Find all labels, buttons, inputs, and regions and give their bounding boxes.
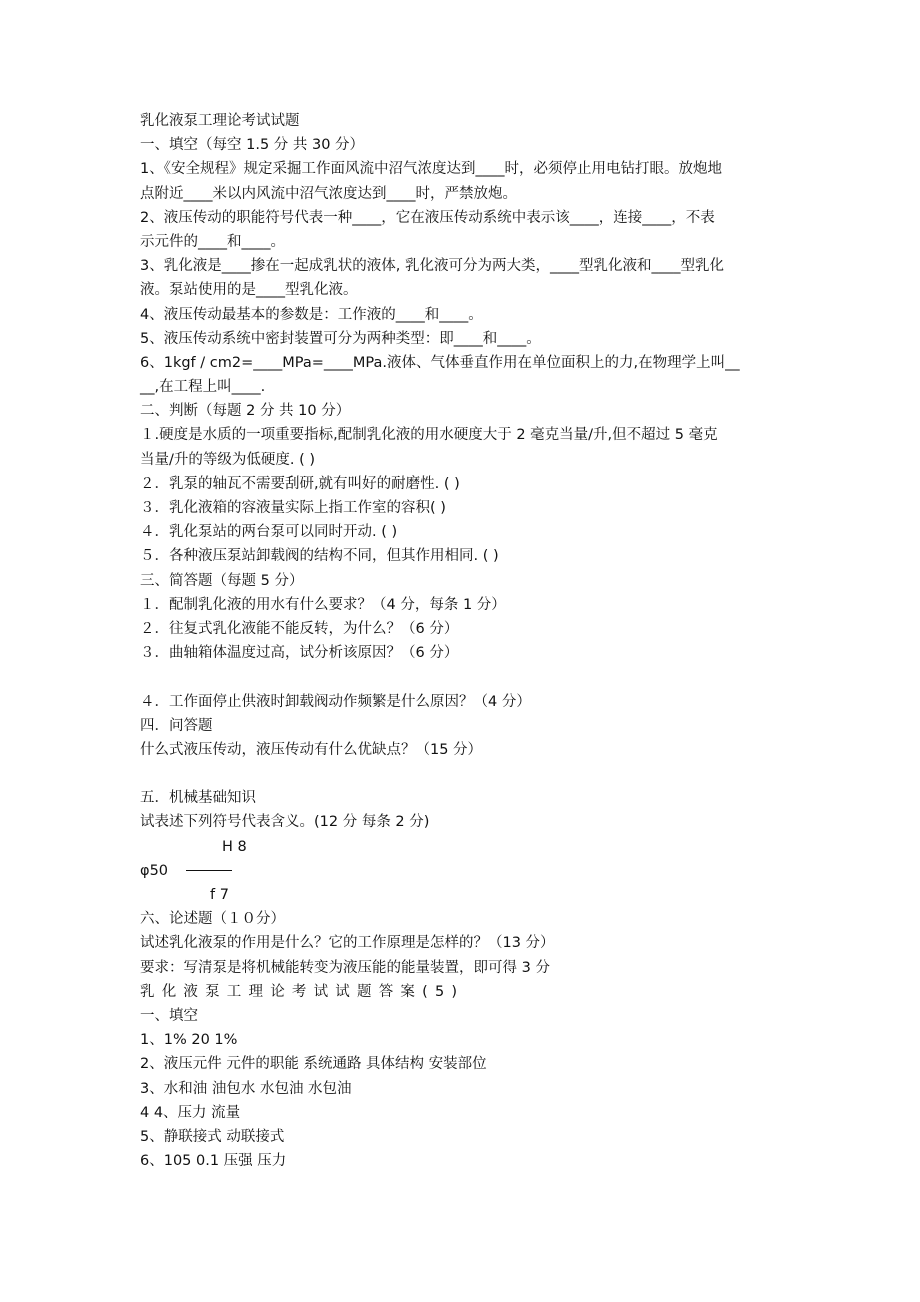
- answers-heading: 乳化液泵工理论考试试题答案(5): [140, 983, 465, 1000]
- short-q2: ２．往复式乳化液能不能反转，为什么？（6 分）: [140, 620, 459, 637]
- short-q1: １．配制乳化液的用水有什么要求？（4 分，每条 1 分）: [140, 596, 506, 613]
- answer-6: 6、105 0.1 压强 压力: [140, 1153, 287, 1170]
- fill-q2-line1: 2、液压传动的职能符号代表一种____，它在液压传动系统中表示该____，连接____，不表: [140, 209, 715, 226]
- judge-q1-line1: １.硬度是水质的一项重要指标,配制乳化液的用水硬度大于 2 毫克当量/升,但不超过 5 毫克: [140, 427, 718, 444]
- section3-heading: 三、简答题（每题 5 分）: [140, 572, 304, 589]
- blank-line: [140, 665, 790, 689]
- fit-numerator: H 8: [222, 838, 247, 855]
- fill-q3-line2: 液。泵站使用的是____型乳化液。: [140, 282, 358, 299]
- fill-q3-line1: 3、乳化液是____掺在一起成乳状的液体, 乳化液可分为两大类，____型乳化液和____型乳化: [140, 258, 724, 275]
- answer-4: 4 4、压力 流量: [140, 1104, 241, 1121]
- fill-q6-line2: __,在工程上叫____.: [140, 379, 266, 396]
- answer-5: 5、静联接式 动联接式: [140, 1128, 285, 1145]
- document-title: 乳化液泵工理论考试试题: [140, 113, 300, 129]
- document-page: [140, 109, 790, 1173]
- judge-q5: ５．各种液压泵站卸载阀的结构不同，但其作用相同. ( ): [140, 548, 499, 565]
- judge-q4: ４．乳化泵站的两台泵可以同时开动. ( ): [140, 524, 398, 541]
- answer-2: 2、液压元件 元件的职能 系统通路 具体结构 安装部位: [140, 1056, 487, 1073]
- short-q3: ３．曲轴箱体温度过高，试分析该原因？（6 分）: [140, 645, 459, 662]
- fill-q4: 4、液压传动最基本的参数是：工作液的____和____。: [140, 306, 483, 323]
- section4-heading: 四．问答题: [140, 717, 213, 734]
- fit-symbol-row: [140, 859, 790, 883]
- judge-q3: ３．乳化液箱的容液量实际上指工作室的容积( ): [140, 500, 446, 516]
- fit-diameter: φ50: [140, 862, 169, 879]
- fill-q1-line2: 点附近____米以内风流中沼气浓度达到____时，严禁放炮。: [140, 185, 517, 202]
- blank-line: [140, 762, 790, 786]
- fill-q6-line1: 6、1kgf / cm2=____MPa=____MPa.液体、气体垂直作用在单位面积上的力,在物理学上叫__: [140, 354, 740, 371]
- fraction-bar: [186, 870, 232, 871]
- fill-q5: 5、液压传动系统中密封装置可分为两种类型：即____和____。: [140, 330, 541, 347]
- answer-1: 1、1% 20 1%: [140, 1032, 238, 1049]
- qa-q1: 什么式液压传动，液压传动有什么优缺点？（15 分）: [140, 741, 483, 758]
- essay-q1: 试述乳化液泵的作用是什么？它的工作原理是怎样的？（13 分）: [140, 935, 555, 952]
- answer-3: 3、水和油 油包水 水包油 水包油: [140, 1080, 352, 1097]
- section6-heading: 六、论述题（１０分）: [140, 911, 285, 928]
- section1-heading: 一、填空（每空 1.5 分 共 30 分）: [140, 137, 365, 154]
- judge-q2: ２．乳泵的轴瓦不需要刮研,就有叫好的耐磨性. ( ): [140, 475, 460, 492]
- mech-q1: 试表述下列符号代表含义。(12 分 每条 2 分): [140, 814, 430, 831]
- short-q4: ４．工作面停止供液时卸载阀动作频繁是什么原因？（4 分）: [140, 693, 531, 710]
- judge-q1-line2: 当量/升的等级为低硬度. ( ): [140, 451, 316, 468]
- fill-q1-line1: 1、《安全规程》规定采掘工作面风流中沼气浓度达到____时，必须停止用电钻打眼。放炮地: [140, 161, 722, 178]
- answers-subheading: 一、填空: [140, 1007, 198, 1024]
- essay-requirement: 要求：写清泵是将机械能转变为液压能的能量装置，即可得 3 分: [140, 959, 550, 976]
- section2-heading: 二、判断（每题 2 分 共 10 分）: [140, 403, 351, 420]
- fit-denominator: f 7: [210, 887, 229, 903]
- section5-heading: 五．机械基础知识: [140, 790, 256, 807]
- fill-q2-line2: 示元件的____和____。: [140, 233, 285, 250]
